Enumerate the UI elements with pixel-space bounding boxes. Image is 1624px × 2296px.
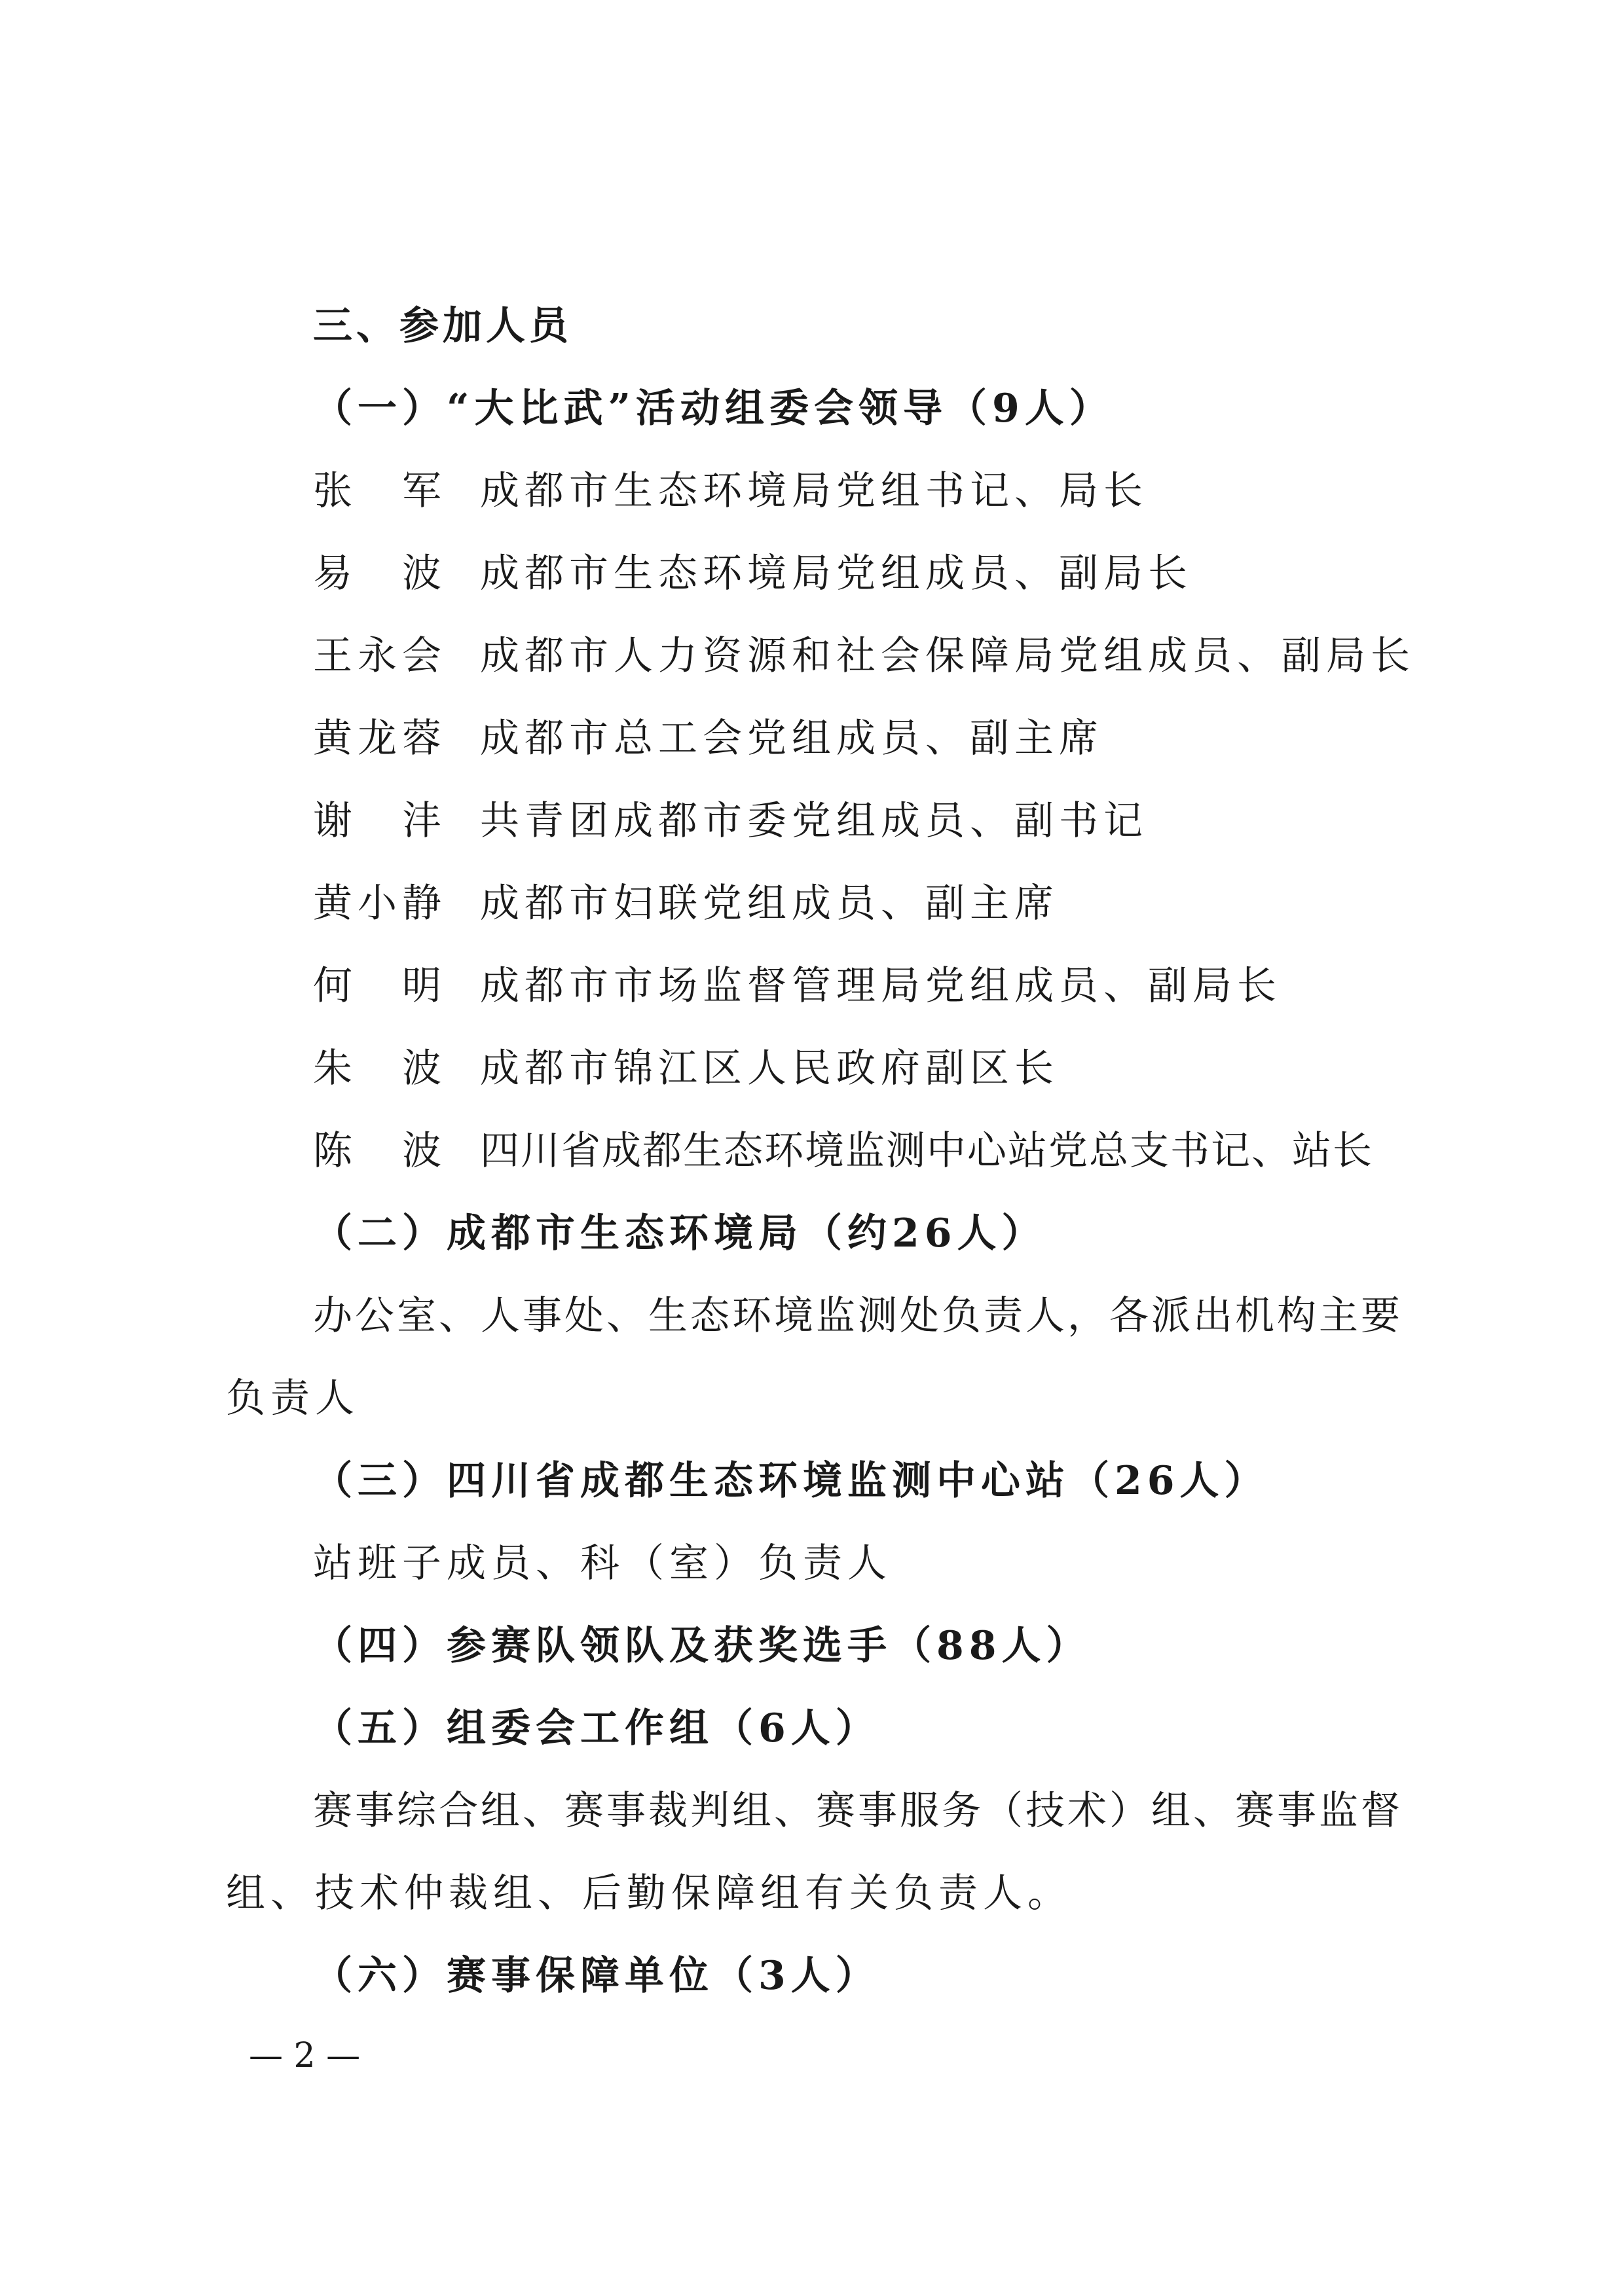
member-row	[313, 465, 1148, 517]
group1-heading: （一）“大比武”活动组委会领导（9人）	[313, 386, 1114, 431]
member-name: 黄龙蓉	[313, 716, 447, 761]
group2-text-line1: 办公室、人事处、生态环境监测处负责人，各派出机构主要	[313, 1293, 1403, 1339]
member-name: 何 明	[313, 963, 447, 1009]
group5-text-line1: 赛事综合组、赛事裁判组、赛事服务（技术）组、赛事监督	[313, 1788, 1403, 1834]
member-name: 黄小静	[313, 881, 447, 926]
member-role: 成都市妇联党组成员、副主席	[480, 881, 1059, 926]
group5-text-line2: 组、技术仲裁组、后勤保障组有关负责人。	[226, 1870, 1072, 1916]
member-role: 成都市总工会党组成员、副主席	[480, 716, 1103, 761]
group6-heading: （六）赛事保障单位（3人）	[313, 1953, 880, 1999]
member-row	[313, 547, 1192, 600]
member-role: 成都市人力资源和社会保障局党组成员、副局长	[480, 633, 1415, 679]
section-title: 三、参加人员	[313, 303, 572, 349]
member-name: 王永会	[313, 633, 447, 679]
member-name: 谢 沣	[313, 798, 447, 844]
member-row	[313, 960, 1282, 1012]
member-row	[313, 630, 1415, 682]
member-row	[313, 1125, 1373, 1177]
member-role: 共青团成都市委党组成员、副书记	[480, 798, 1148, 844]
member-role: 成都市生态环境局党组书记、局长	[480, 468, 1148, 514]
member-role: 成都市锦江区人民政府副区长	[480, 1046, 1059, 1091]
member-role: 成都市市场监督管理局党组成员、副局长	[480, 963, 1282, 1009]
group2-text-line2: 负责人	[226, 1376, 360, 1421]
member-row	[313, 712, 1103, 765]
member-role: 四川省成都生态环境监测中心站党总支书记、站长	[480, 1128, 1373, 1174]
page-number: — 2 —	[249, 2036, 361, 2075]
member-role: 成都市生态环境局党组成员、副局长	[480, 551, 1192, 596]
member-row	[313, 1042, 1059, 1095]
group3-text: 站班子成员、科（室）负责人	[313, 1540, 892, 1586]
member-name: 朱 波	[313, 1046, 447, 1091]
group2-heading: （二）成都市生态环境局（约26人）	[313, 1211, 1046, 1256]
member-name: 张 军	[313, 468, 447, 514]
member-name: 易 波	[313, 551, 447, 596]
member-row	[313, 877, 1059, 930]
member-name: 陈 波	[313, 1128, 447, 1174]
group5-heading: （五）组委会工作组（6人）	[313, 1705, 880, 1751]
group3-heading: （三）四川省成都生态环境监测中心站（26人）	[313, 1458, 1269, 1504]
group4-heading: （四）参赛队领队及获奖选手（88人）	[313, 1623, 1091, 1669]
member-row	[313, 795, 1148, 847]
